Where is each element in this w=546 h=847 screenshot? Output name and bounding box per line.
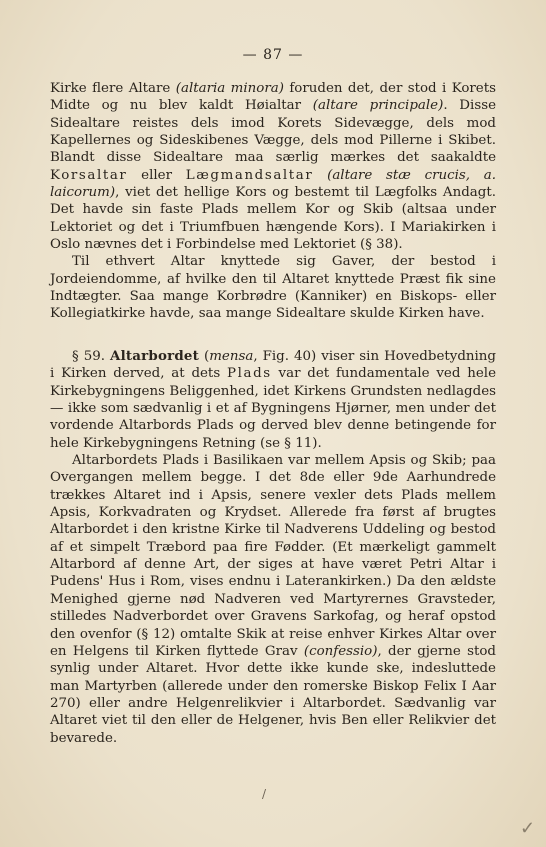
text-run <box>313 168 327 183</box>
text-block-top <box>50 80 496 323</box>
text-run: ( <box>199 349 210 364</box>
page-number: — 87 — <box>242 47 304 63</box>
text-run: Altarbordets Plads i Basilikaen var mellem Apsis og Skib; paa Overgangen mellem begge. I det 8de eller 9de Aarhundrede trækkes Altaret ind i Apsis, senere vexler dets Plads mellem Apsis, Korkvadraten og Krydset. Allerede fra først af brugtes Altarbordet i den kristne Kirke til Nadverens Uddeling og bestod af et simpelt Træbord paa fire Fødder. (Et mærkeligt gammelt Altarbord af denne Art, der siges at have været Petri Altar i Pudens' Hus i Rom, vises endnu i Laterankirken.) Da den ældste Menighed gjerne nød Nadveren ved Martyrernes Gravsteder, stilledes Nadverbordet over Gravens Sarkofag, og heraf opstod den ovenfor (§ 12) omtalte Skik at reise enhver Kirkes Altar over en Helgens til Kirken flyttede Grav <box>50 453 496 659</box>
text-run: , viet det hellige Kors og bestemt til Lægfolks Andagt. Det havde sin faste Plads mellem Kor og Skib (altsaa under Lektoriet og det i Triumfbuen hængende Kors). I Mariakirken i Oslo nævnes det i Forbindelse med Lektoriet (§ 38). <box>50 185 496 253</box>
paragraph-gaver <box>50 253 496 322</box>
text-run: foruden det, der stod i Korets Midte og nu blev kaldt Høialtar <box>50 81 496 114</box>
section-heading: Altarbordet <box>109 348 199 364</box>
text-run: . Disse Sidealtare reistes dels imod Korets Sidevægge, dels mod Kapellernes og Sideskibenes Vægge, dels mod Pillerne i Skibet. Blandt disse Sidealtare maa særlig mærkes det saakaldte <box>50 98 496 166</box>
spaced-term: Korsaltar <box>50 167 128 183</box>
latin-term: mensa <box>209 349 254 364</box>
paragraph-section-59 <box>50 348 496 452</box>
text-run: , der gjerne stod synlig under Altaret. Hvor dette ikke kunde ske, indesluttede man Martyrben (allerede under den romerske Biskop Felix I Aar 270) eller andre Helgenrelikvier i Altarbordet. Sædvanlig var Altaret viet til den eller de Helgener, hvis Ben eller Relikvier det bevarede. <box>50 643 496 746</box>
paragraph-altarbordets-plads <box>50 452 496 747</box>
pencil-check-mark: ✓ <box>520 818 536 839</box>
text-run: , Fig. 40) viser sin Hovedbetydning i Kirken derved, at dets <box>50 349 496 382</box>
text-block-bottom <box>50 348 496 747</box>
paragraph-sidealtare <box>50 80 496 253</box>
spaced-term: Plads <box>227 366 272 382</box>
text-run: eller <box>127 167 186 183</box>
text-run: var det fundamentale ved hele Kirkebygningens Beliggenhed, idet Kirkens Grundsten nedlagdes — ikke som sædvanlig i et af Bygningens Hjørner, men under det vordende Altarbords Plads og derved blev denne betingende for hele Kirkebygningens Retning (se § 11). <box>50 366 496 451</box>
pencil-mark: / <box>262 787 267 801</box>
text-run: Til ethvert Altar knyttede sig Gaver, der bestod i Jordeiendomme, af hvilke den til Altaret knyttede Præst fik sine Indtægter. Saa mange Korbrødre (Kanniker) en Biskops- eller Kollegiatkirke havde, saa mange Sidealtare skulde Kirken have. <box>50 254 496 322</box>
latin-term: (altare stæ crucis, a. laicorum) <box>50 167 496 201</box>
section-number: § 59. <box>72 349 110 364</box>
latin-term: (altare principale) <box>312 98 444 114</box>
text-run: Kirke flere Altare <box>50 81 176 96</box>
latin-term: (confessio) <box>303 643 378 659</box>
spaced-term: Lægmandsaltar <box>185 167 314 183</box>
latin-term: (altaria minora) <box>175 81 284 96</box>
